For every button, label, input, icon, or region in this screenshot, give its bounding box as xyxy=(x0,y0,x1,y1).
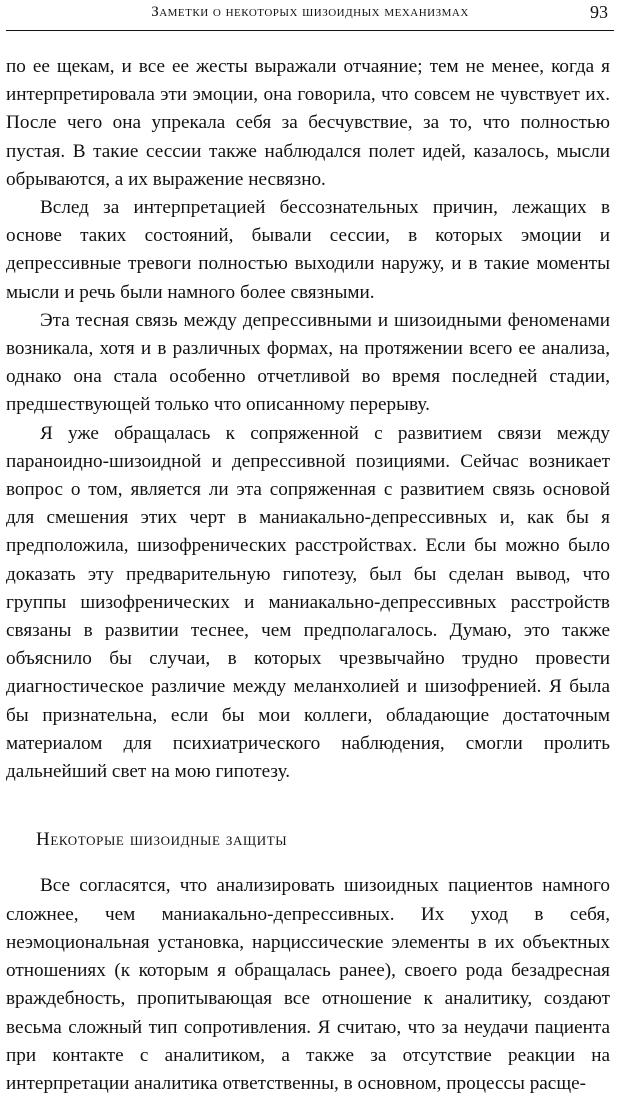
paragraph-continued: по ее щекам, и все ее жесты выражали отчаяние; тем не менее, когда я интерпретировала эти эмоции, она говорила, что совсем не чувствует их. После чего она упрекала себя за бесчувствие, за то, что полностью пустая. В такие сессии также наблюдался полет идей, казалось, мысли обрываются, а их выражение несвязно. xyxy=(6,56,610,190)
paragraph: Вслед за интерпретацией бессознательных причин, лежащих в основе таких состояний, бывали сессии, в которых эмоции и депрессивные тревоги полностью выходили наружу, и в такие моменты мысли и речь были намного более связными. xyxy=(6,197,610,303)
running-header xyxy=(6,0,614,31)
body-text xyxy=(6,53,610,1098)
paragraph: Я уже обращалась к сопряженной с развитием связи между параноидно-шизоидной и депрессивной позициями. Сейчас возникает вопрос о том, является ли эта сопряженная с развитием связь основой для смешения этих черт в маниакально-депрессивных и, как бы я предположила, шизофренических расстройствах. Если бы можно было доказать эту предварительную гипотезу, был бы сделан вывод, что группы шизофренических и маниакально-депрессивных расстройств связаны в развитии теснее, чем предполагалось. Думаю, это также объяснило бы случаи, в которых чрезвычайно трудно провести диагностическое различие между меланхолией и шизофренией. Я была бы признательна, если бы мои коллеги, обладающие достаточным материалом для психиатрического наблюдения, смогли пролить дальнейший свет на мою гипотезу. xyxy=(6,422,610,783)
section-heading: Некоторые шизоидные защиты xyxy=(36,829,288,851)
running-title: Заметки о некоторых шизоидных механизмах xyxy=(151,4,469,20)
section-paragraph: Все согласятся, что анализировать шизоидных пациентов намного сложнее, чем маниакально-депрессивных. Их уход в себя, неэмоциональная установка, нарциссические элементы в их объектных отношениях (к которым я обращалась ранее), своего рода безадресная враждебность, пропитывающая все отношение к аналитику, создают весьма сложный тип сопротивления. Я считаю, что за неудачи пациента при контакте с аналитиком, а также за отсутствие реакции на интерпретации аналитика ответственны, в основном, процессы расще- xyxy=(6,875,610,1094)
page-number: 93 xyxy=(590,2,608,22)
paragraph: Эта тесная связь между депрессивными и шизоидными феноменами возникала, хотя и в различных формах, на протяжении всего ее анализа, однако она стала особенно отчетливой во время последней стадии, предшествующей только что описанному перерыву. xyxy=(6,309,610,416)
